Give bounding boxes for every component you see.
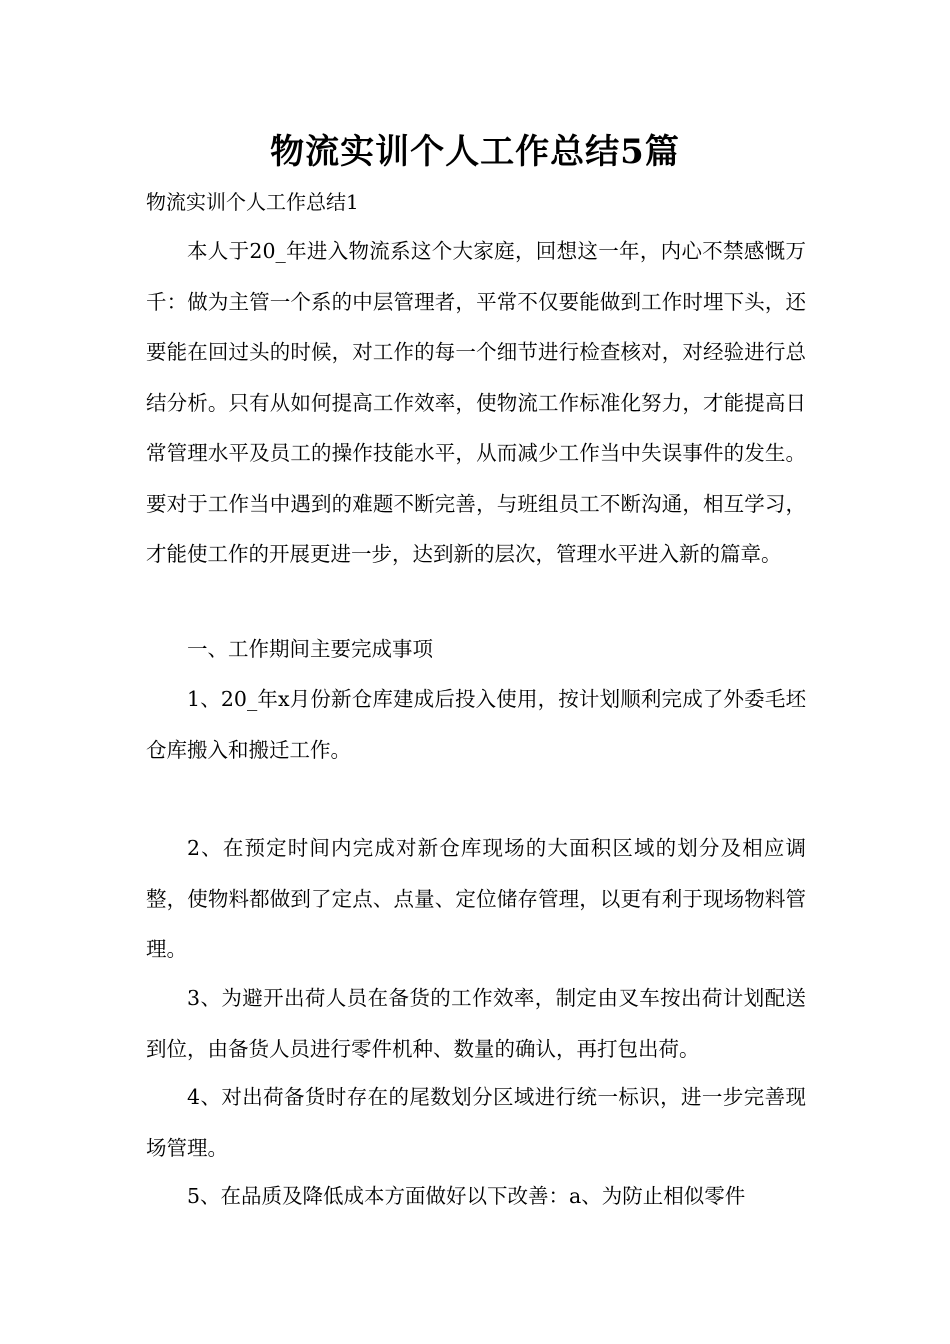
intro-paragraph: 本人于20_年进入物流系这个大家庭，回想这一年，内心不禁感慨万千：做为主管一个系的中层管理者，平常不仅要能做到工作时埋下头，还要能在回过头的时候，对工作的每一个细节进行检查核对，对经验进行总结分析。只有从如何提高工作效率，使物流工作标准化努力，才能提高日常管理水平及员工的操作技能水平，从而减少工作当中失误事件的发生。要对于工作当中遇到的难题不断完善，与班组员工不断沟通，相互学习，才能使工作的开展更进一步，达到新的层次，管理水平进入新的篇章。 [146, 239, 806, 566]
list-item-3: 3、为避开出荷人员在备货的工作效率，制定由叉车按出荷计划配送到位，由备货人员进行零件机种、数量的确认，再打包出荷。 [146, 986, 806, 1061]
list-item-2: 2、在预定时间内完成对新仓库现场的大面积区域的划分及相应调整，使物料都做到了定点、点量、定位储存管理，以更有利于现场物料管理。 [146, 836, 806, 961]
section-heading: 一、工作期间主要完成事项 [187, 637, 433, 661]
document-subtitle: 物流实训个人工作总结1 [146, 190, 359, 214]
list-item-5: 5、在品质及降低成本方面做好以下改善：a、为防止相似零件 [187, 1184, 746, 1208]
list-item-4: 4、对出荷备货时存在的尾数划分区域进行统一标识，进一步完善现场管理。 [146, 1085, 806, 1160]
document-title: 物流实训个人工作总结5篇 [270, 132, 680, 172]
list-item-1: 1、20_年x月份新仓库建成后投入使用，按计划顺利完成了外委毛坯仓库搬入和搬迁工作。 [146, 687, 806, 762]
